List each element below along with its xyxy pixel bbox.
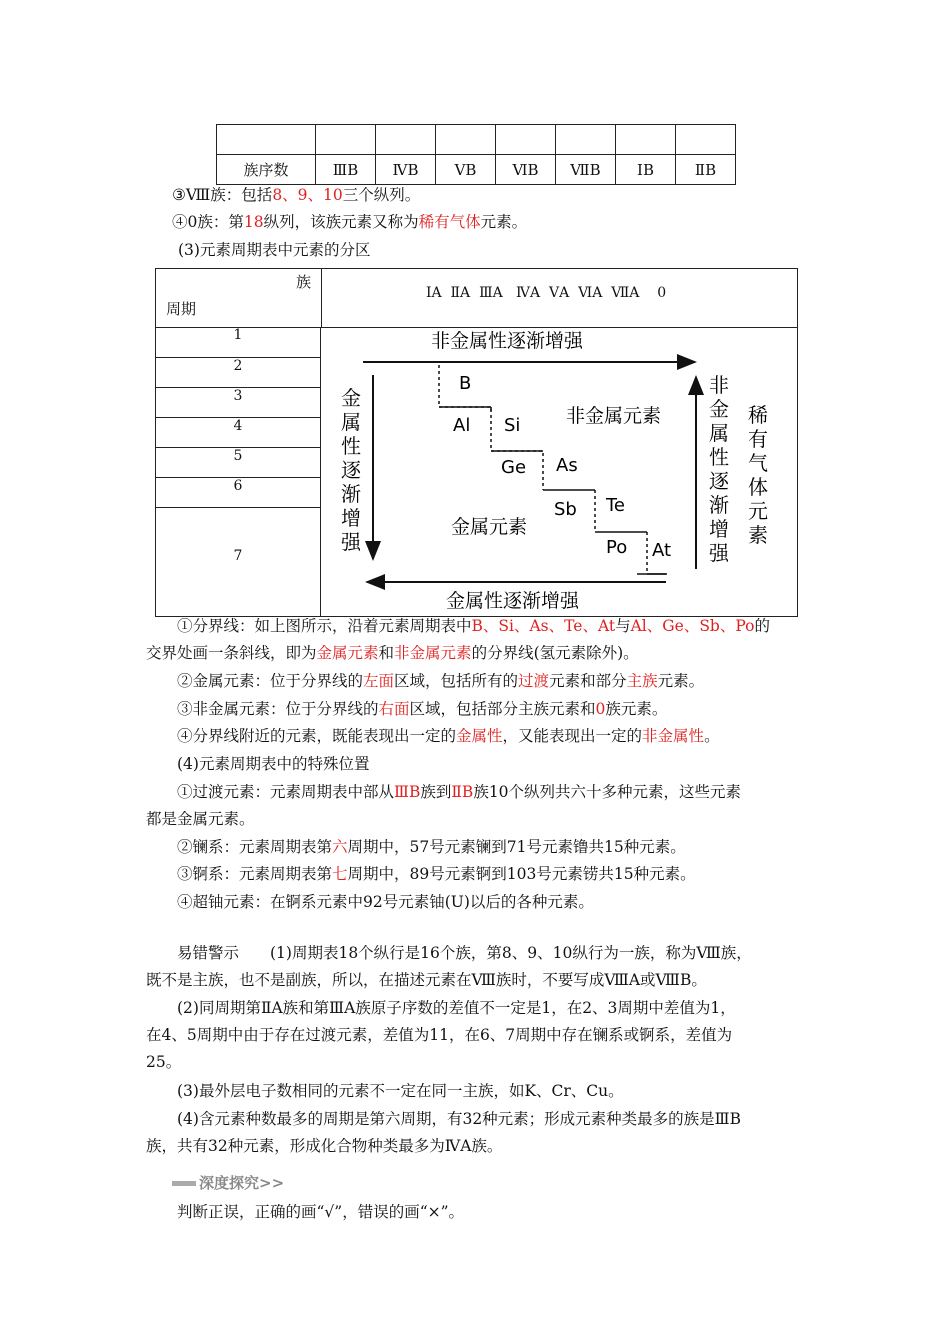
warning-1b: 既不是主族，也不是副族，所以，在描述元素在Ⅷ族时，不要写成ⅧA或ⅧB。 — [146, 971, 707, 989]
section-3-title: (3)元素周期表中元素的分区 — [178, 241, 371, 259]
vertical-char: 逐 — [341, 458, 361, 482]
row-label: 族序数 — [217, 155, 316, 185]
col-cell: ⅥB — [496, 155, 556, 185]
period-row: 7 — [233, 548, 243, 564]
section-bar-icon — [172, 1181, 196, 1186]
group-headers: ⅠA ⅡA ⅢA ⅣA ⅤA ⅥA ⅦA 0 — [426, 285, 667, 301]
noble-gas-label — [748, 403, 768, 547]
nonmetal-region-label: 非金属元素 — [566, 405, 662, 427]
vertical-char: 体 — [748, 475, 768, 499]
col-cell: ⅣB — [376, 155, 436, 185]
partition-svg — [321, 327, 796, 616]
vertical-char: 性 — [709, 445, 729, 469]
para-nonmetal: ③非金属元素：位于分界线的右面区域，包括部分主族元素和0族元素。 — [177, 700, 668, 718]
vertical-char: 非 — [709, 373, 729, 397]
para-boundary-2: 交界处画一条斜线，即为金属元素和非金属元素的分界线(氢元素除外)。 — [146, 644, 639, 662]
vertical-char: 金 — [709, 397, 729, 421]
col-cell: ⅢB — [316, 155, 376, 185]
para-boundary-1: ①分界线：如上图所示，沿着元素周期表中B、Si、As、Te、At与Al、Ge、Sb、Po的 — [177, 617, 771, 635]
element-At: At — [652, 540, 672, 561]
header-group: 族 — [296, 273, 312, 291]
para-lanthanide: ②镧系：元素周期表第六周期中，57号元素镧到71号元素镥共15种元素。 — [177, 838, 686, 856]
period-row: 5 — [156, 448, 320, 478]
para-transition-1: ①过渡元素：元素周期表中部从ⅢB族到ⅡB族10个纵列共六十多种元素，这些元素 — [177, 783, 742, 801]
element-B: B — [459, 373, 472, 394]
vertical-char: 稀 — [748, 403, 768, 427]
line-viii: ③Ⅷ族：包括8、9、10三个纵列。 — [172, 186, 421, 204]
vertical-char: 属 — [341, 410, 361, 434]
para-boundary-elements: ④分界线附近的元素，既能表现出一定的金属性，又能表现出一定的非金属性。 — [177, 727, 720, 745]
vertical-char: 强 — [709, 541, 729, 565]
warning-1a: 易错警示 (1)周期表18个纵行是16个族，第8、9、10纵行为一族，称为Ⅷ族， — [177, 944, 752, 962]
element-Ge: Ge — [501, 457, 527, 478]
vertical-char: 素 — [748, 523, 768, 547]
line-zero-group: ④0族：第18纵列，该族元素又称为稀有气体元素。 — [172, 213, 528, 231]
right-vertical-label — [709, 373, 730, 565]
period-row: 1 — [156, 327, 320, 358]
para-metal: ②金属元素：位于分界线的左面区域，包括所有的过渡元素和部分主族元素。 — [177, 672, 705, 690]
left-vertical-label — [341, 386, 362, 554]
warning-2c: 25。 — [146, 1053, 182, 1071]
warning-4b: 族，共有32种元素，形成化合物种类最多为ⅣA族。 — [146, 1137, 503, 1155]
warning-4a: (4)含元素种数最多的周期是第六周期，有32种元素；形成元素种类最多的族是ⅢB — [177, 1110, 742, 1128]
para-actinide: ③锕系：元素周期表第七周期中，89号元素锕到103号元素铹共15种元素。 — [177, 865, 696, 883]
header-period: 周期 — [166, 300, 197, 318]
warning-2a: (2)同周期第ⅡA族和第ⅢA族原子序数的差值不一定是1，在2、3周期中差值为1， — [177, 999, 736, 1017]
element-Sb: Sb — [554, 499, 577, 520]
vertical-char: 增 — [341, 506, 361, 530]
vertical-char: 有 — [748, 427, 768, 451]
vertical-char: 强 — [341, 530, 361, 554]
section-4-title: (4)元素周期表中的特殊位置 — [177, 755, 370, 773]
vertical-char: 渐 — [341, 482, 361, 506]
vertical-char: 渐 — [709, 493, 729, 517]
warning-2b: 在4、5周期中由于存在过渡元素，差值为11，在6、7周期中存在镧系或锕系，差值为 — [146, 1026, 733, 1044]
warning-3: (3)最外层电子数相同的元素不一定在同一主族，如K、Cr、Cu。 — [177, 1082, 624, 1100]
element-Po: Po — [606, 537, 628, 558]
para-transuranium: ④超铀元素：在锕系元素中92号元素铀(U)以后的各种元素。 — [177, 893, 594, 911]
metal-region-label: 金属元素 — [451, 516, 528, 538]
element-Al: Al — [453, 415, 471, 436]
period-row: 6 — [156, 478, 320, 508]
section-deep-explore: 深度探究>> — [172, 1172, 284, 1193]
vertical-char: 金 — [341, 386, 361, 410]
period-row: 3 — [156, 388, 320, 418]
element-Te: Te — [606, 495, 626, 516]
col-cell: ⅠB — [616, 155, 676, 185]
arrow-bottom-label: 金属性逐渐增强 — [446, 590, 580, 612]
periodic-partition-diagram — [155, 268, 798, 617]
arrow-top-label: 非金属性逐渐增强 — [431, 330, 584, 352]
col-cell: ⅤB — [436, 155, 496, 185]
judge-instruction: 判断正误，正确的画“√”，错误的画“×”。 — [177, 1203, 465, 1221]
vertical-char: 增 — [709, 517, 729, 541]
element-As: As — [556, 455, 578, 476]
element-Si: Si — [504, 415, 521, 436]
vertical-char: 气 — [748, 451, 768, 475]
vertical-char: 逐 — [709, 469, 729, 493]
period-row: 2 — [156, 358, 320, 388]
col-cell: ⅦB — [556, 155, 616, 185]
para-transition-2: 都是金属元素。 — [146, 810, 255, 828]
group-table — [216, 124, 736, 185]
vertical-char: 性 — [341, 434, 361, 458]
vertical-char: 属 — [709, 421, 729, 445]
period-row: 4 — [156, 418, 320, 448]
col-cell: ⅡB — [676, 155, 736, 185]
vertical-char: 元 — [748, 499, 768, 523]
